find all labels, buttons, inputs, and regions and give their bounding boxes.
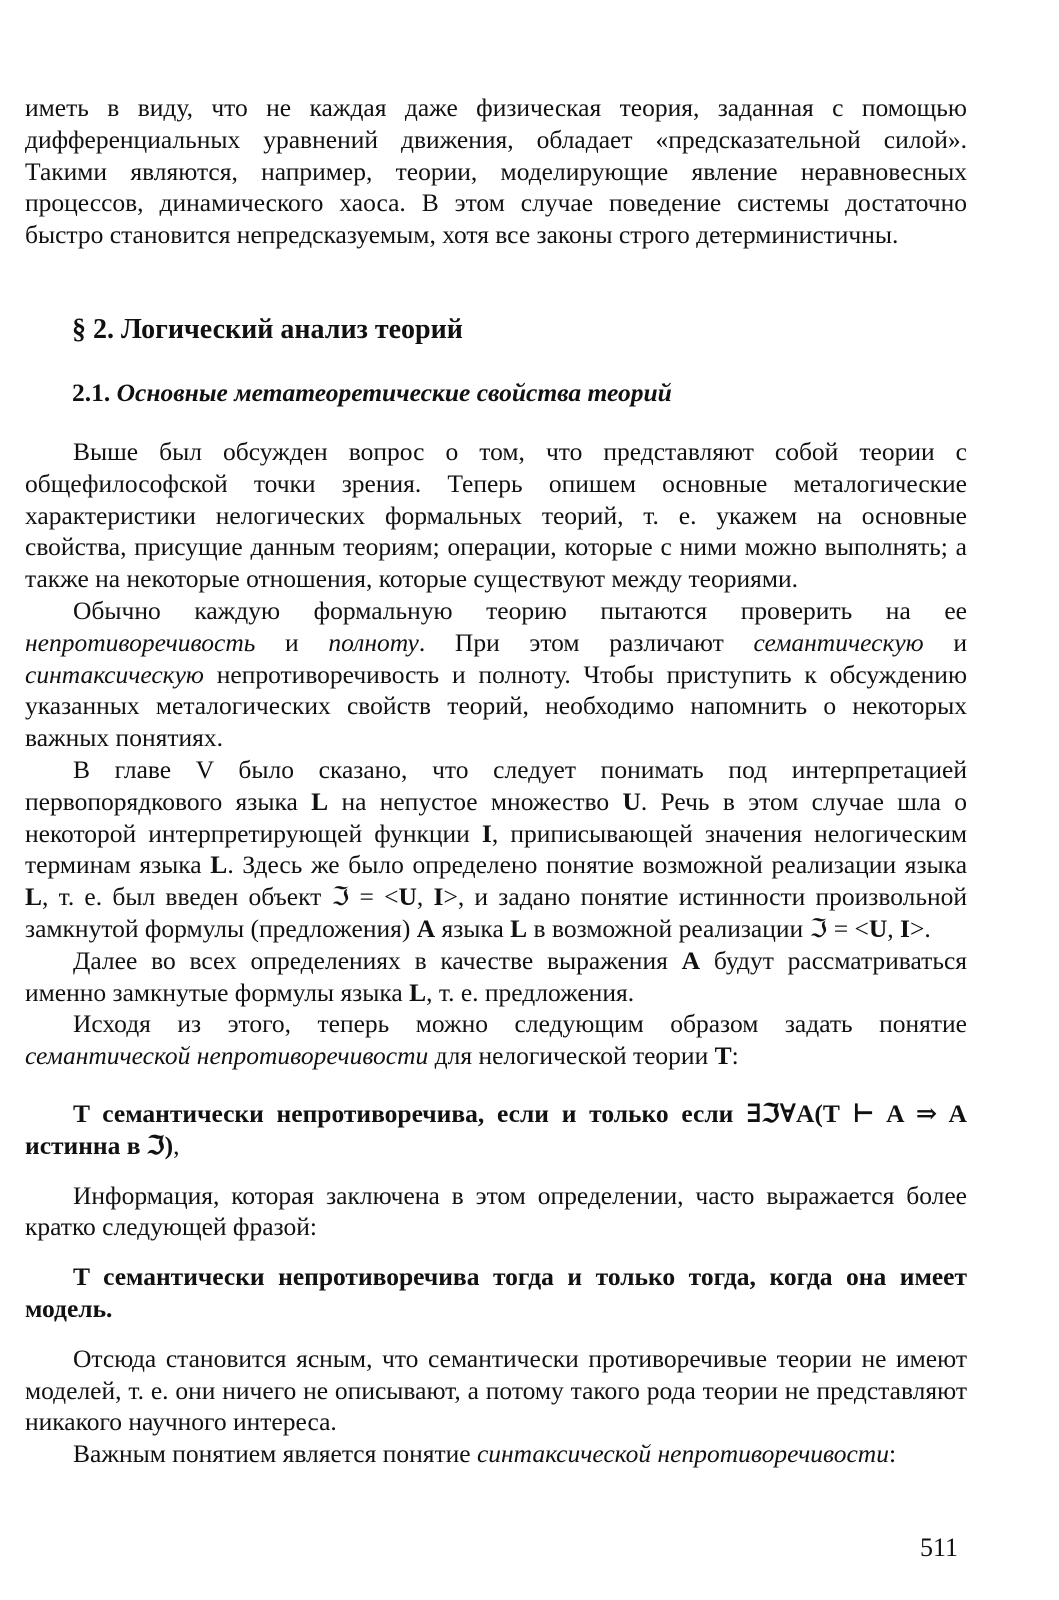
paragraph-8: Важным понятием является понятие синтаксической непротиворечивости: bbox=[73, 1439, 897, 1469]
paragraph-4: Далее во всех определениях в качестве выражения A будут рассматриваться именно замкнутые формулы языка L, т. е. предложения. bbox=[25, 945, 967, 1007]
term-semantic-consistency: семантической непротиворечивости bbox=[25, 1041, 429, 1071]
main-text-block bbox=[25, 436, 967, 1470]
paragraph-1: Выше был обсужден вопрос о том, что представляют собой теории с общефилософской точки зрения. Теперь опишем основные металогические характеристики нелогических формальных теорий, т. е. укажем на основные свойства, присущие данным теориям; операции, которые с ними можно выполнять; а также на некоторые отношения, которые существуют между теориями. bbox=[25, 437, 967, 594]
section-title: § 2. Логический анализ теорий bbox=[72, 314, 463, 345]
subsection-number: 2.1. bbox=[72, 378, 111, 407]
top-text-block bbox=[25, 92, 967, 251]
page-number: 511 bbox=[920, 1533, 959, 1562]
definition-model: T семантически непротиворечива тогда и только тогда, когда она имеет модель. bbox=[25, 1262, 967, 1323]
term-completeness: полноту bbox=[328, 627, 419, 657]
subsection-title bbox=[72, 378, 672, 408]
term-syntactic-consistency: синтаксической непротиворечивости bbox=[476, 1439, 889, 1469]
continuation-paragraph: иметь в виду, что не каждая даже физическая теория, заданная с помощью дифференциальных уравнений движения, обладает «предсказательной силой». Такими являются, например, теории, моделирующие явление неравновесных процессов, динамического хаоса. В этом случае поведение системы достаточно быстро становится непредсказуемым, хотя все законы строго детерминистичны. bbox=[25, 93, 967, 250]
definition-formula: ∃ℑ∀A(T ⊢ A ⇒ A истинна в ℑ) bbox=[25, 1098, 967, 1160]
paragraph-6: Информация, которая заключена в этом определении, часто выражается более кратко следующей фразой: bbox=[25, 1180, 967, 1242]
definition-semantic-consistency: T семантически непротиворечива, если и только если ∃ℑ∀A(T ⊢ A ⇒ A истинна в ℑ), bbox=[25, 1098, 967, 1160]
paragraph-5: Исходя из этого, теперь можно следующим образом задать понятие семантической непротиворечивости для нелогической теории T: bbox=[25, 1009, 967, 1071]
term-syntactic: синтаксическую bbox=[25, 659, 204, 689]
paragraph-3: В главе V было сказано, что следует понимать под интерпретацией первопорядкового языка L на непустое множество U. Речь в этом случае шла о некоторой интерпретирующей функции I, приписывающей значения нелогическим терминам языка L. Здесь же было определено понятие возможной реализации языка L, т. е. был введен объект ℑ = <U, I>, и задано понятие истинности произвольной замкнутой формулы (предложения) A языка L в возможной реализации ℑ = <U, I>. bbox=[25, 754, 968, 943]
term-semantic: семантическую bbox=[753, 627, 924, 657]
paragraph-7: Отсюда становится ясным, что семантически противоречивые теории не имеют моделей, т. е. они ничего не описывают, а потому такого рода теории не представляют никакого научного интереса. bbox=[25, 1343, 967, 1437]
subsection-heading: Основные метатеоретические свойства теорий bbox=[116, 378, 672, 407]
term-consistency: непротиворечивость bbox=[25, 627, 256, 657]
paragraph-2: Обычно каждую формальную теорию пытаются проверить на ее непротиворечивость и полноту. При этом различают семантическую и синтаксическую непротиворечивость и полноту. Чтобы приступить к обсуждению указанных металогических свойств теорий, необходимо напомнить о некоторых важных понятиях. bbox=[25, 595, 968, 753]
